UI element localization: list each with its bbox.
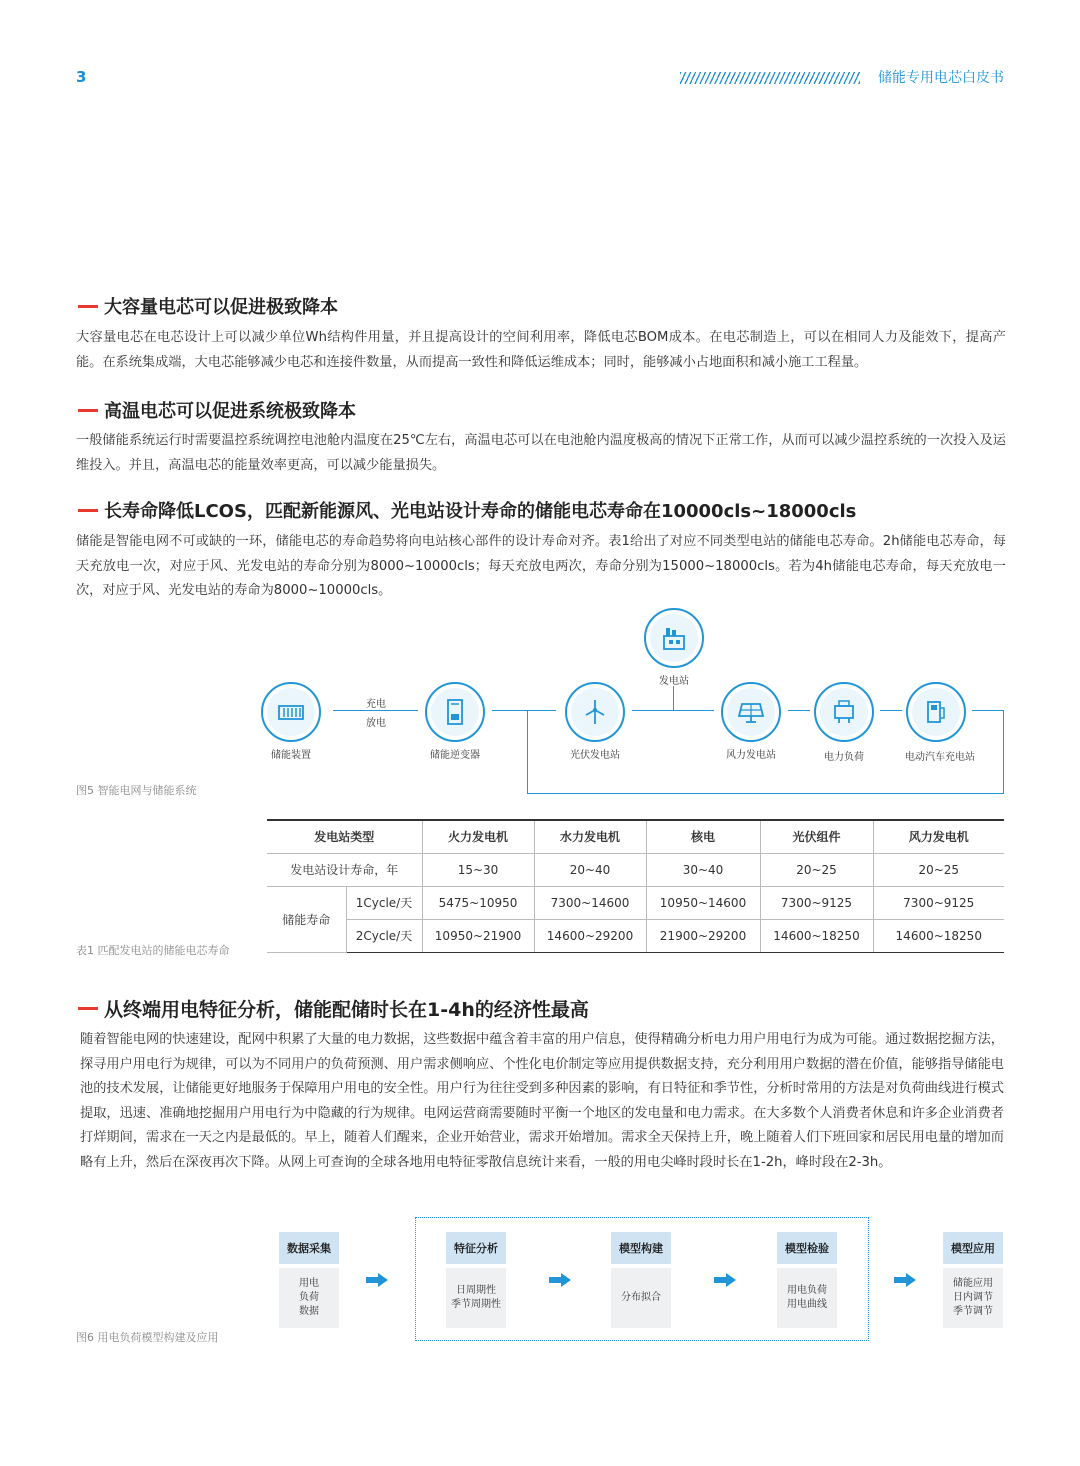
flow-step-validate <box>777 1232 837 1328</box>
step-body: 用电负荷 用电曲线 <box>777 1268 837 1328</box>
wind-node <box>721 682 781 742</box>
step-title: 模型构建 <box>611 1232 671 1264</box>
section-title-2: 高温电芯可以促进系统极致降本 <box>78 397 356 423</box>
arrow-right-icon <box>366 1273 388 1287</box>
table-header-cell: 光伏组件 <box>760 820 873 853</box>
bus-line-2 <box>632 710 714 711</box>
table-cell: 7300~9125 <box>760 886 873 919</box>
bus-line-5 <box>972 710 1004 711</box>
table-cell: 15~30 <box>422 853 534 886</box>
table-cell: 10950~14600 <box>646 886 760 919</box>
table-row-label: 1Cycle/天 <box>346 886 422 919</box>
table-header-cell: 风力发电机 <box>873 820 1004 853</box>
wind-turbine-icon <box>581 698 609 726</box>
table-row-label: 2Cycle/天 <box>346 919 422 952</box>
figure6-caption: 图6 用电负荷模型构建及应用 <box>76 1331 219 1344</box>
ev-label: 电动汽车充电站 <box>905 752 975 763</box>
table-cell: 14600~29200 <box>534 919 646 952</box>
power-load-icon <box>830 698 858 726</box>
section-text-4: 随着智能电网的快速建设，配网中积累了大量的电力数据，这些数据中蕴含着丰富的用户信息，使得精确分析电力用户用电行为成为可能。通过数据挖掘方法，探寻用户用电行为规律，可以为不同用户的负荷预测、用户需求侧响应、个性化电价制定等应用提供数据支持，充分利用用户数据的潜在价值，能够指导储能电池的技术发展，让储能更好地服务于保障用户用电的安全性。用户行为往往受到多种因素的影响，有日特征和季节性，分析时常用的方法是对负荷曲线进行模式提取，迅速、准确地挖掘用户用电行为中隐藏的行为规律。电网运营商需要随时平衡一个地区的发电量和电力需求。在大多数个人消费者休息和许多企业消费者打烊期间，需求在一天之内是最低的。早上，随着人们醒来，企业开始营业，需求开始增加。需求全天保持上升，晚上随着人们下班回家和居民用电量的增加而略有上升，然后在深夜再次下降。从网上可查询的全球各地用电特征零散信息统计来看，一般的用电尖峰时段时长在1-2h，峰时段在2-3h。 <box>80 1032 1004 1170</box>
table-cell: 20~40 <box>534 853 646 886</box>
return-line-left <box>527 710 528 794</box>
load-node <box>814 682 874 742</box>
section-text-1: 大容量电芯在电芯设计上可以减少单位Wh结构件用量，并且提高设计的空间利用率，降低电芯BOM成本。在电芯制造上，可以在相同人力及能效下，提高产能。在系统集成端，大电芯能够减少电芯和连接件数量，从而提高一致性和降低运维成本；同时，能够减小占地面积和减小施工工程量。 <box>76 330 1006 370</box>
bus-line-4 <box>880 710 902 711</box>
table-cell: 21900~29200 <box>646 919 760 952</box>
flow-step-feature <box>446 1232 506 1328</box>
ev-charger-icon <box>922 698 950 726</box>
inverter-cabinet-icon <box>441 698 469 726</box>
factory-icon <box>660 624 688 652</box>
table-row <box>267 886 1004 919</box>
arrow-right-icon <box>549 1273 571 1287</box>
section-text-3: 储能是智能电网不可或缺的一环，储能电芯的寿命趋势将向电站核心部件的设计寿命对齐。表1给出了对应不同类型电站的储能电芯寿命。2h储能电芯寿命，每天充放电一次，对应于风、光发电站的寿命分别为8000~10000cls；每天充放电两次，寿命分别为15000~18000cls。若为4h储能电芯寿命，每天充放电一次，对应于风、光发电站的寿命为8000~10000cls。 <box>76 534 1006 598</box>
section-title-1: 大容量电芯可以促进极致降本 <box>78 293 338 319</box>
plant-node <box>644 608 704 668</box>
section-title-3: 长寿命降低LCOS，匹配新能源风、光电站设计寿命的储能电芯寿命在10000cls~18000cls <box>78 497 856 523</box>
section-text-2: 一般储能系统运行时需要温控系统调控电池舱内温度在25℃左右，高温电芯可以在电池舱内温度极高的情况下正常工作，从而可以减少温控系统的一次投入及运维投入。并且，高温电芯的能量效率更高，可以减少能量损失。 <box>76 433 1006 473</box>
table-cell: 20~25 <box>873 853 1004 886</box>
cell-life-table <box>267 819 1004 953</box>
plant-link <box>673 686 674 710</box>
pv-label: 光伏发电站 <box>570 750 620 761</box>
step-body: 分布拟合 <box>611 1268 671 1328</box>
title-dash <box>78 509 98 512</box>
solar-panel-icon <box>737 698 765 726</box>
table-cell: 14600~18250 <box>760 919 873 952</box>
table-cell: 7300~14600 <box>534 886 646 919</box>
pv-node <box>565 682 625 742</box>
section-title-4: 从终端用电特征分析，储能配储时长在1-4h的经济性最高 <box>78 995 589 1022</box>
table1-caption: 表1 匹配发电站的储能电芯寿命 <box>76 944 230 957</box>
table-row-label: 发电站设计寿命，年 <box>267 853 422 886</box>
battery-container-icon <box>277 698 305 726</box>
return-line-right <box>1003 710 1004 794</box>
inverter-node <box>425 682 485 742</box>
table-header-cell: 火力发电机 <box>422 820 534 853</box>
table-row <box>267 853 1004 886</box>
charge-label: 充电 <box>366 699 386 710</box>
discharge-label: 放电 <box>366 718 386 729</box>
flow-step-model <box>611 1232 671 1328</box>
figure5-caption: 图5 智能电网与储能系统 <box>76 784 197 797</box>
arrow-right-icon <box>894 1273 916 1287</box>
table-group-label: 储能寿命 <box>267 886 346 952</box>
title-dash <box>78 1007 98 1010</box>
flow-step-apply <box>943 1232 1003 1328</box>
storage-label: 储能装置 <box>271 750 311 761</box>
step-body: 用电 负荷 数据 <box>279 1268 339 1328</box>
table-cell: 5475~10950 <box>422 886 534 919</box>
table-cell: 7300~9125 <box>873 886 1004 919</box>
charge-line <box>333 710 418 711</box>
bus-line-3 <box>788 710 810 711</box>
header-title: 储能专用电芯白皮书 <box>878 70 1004 86</box>
title-dash <box>78 305 98 308</box>
step-title: 模型应用 <box>943 1232 1003 1264</box>
inverter-label: 储能逆变器 <box>430 750 480 761</box>
flow-step-collect <box>279 1232 339 1328</box>
table-header-row <box>267 820 1004 853</box>
step-title: 数据采集 <box>279 1232 339 1264</box>
storage-node <box>261 682 321 742</box>
arrow-right-icon <box>714 1273 736 1287</box>
table-cell: 30~40 <box>646 853 760 886</box>
step-body: 储能应用 日内调节 季节调节 <box>943 1268 1003 1328</box>
header-stripes <box>680 72 860 84</box>
table-header-cell: 核电 <box>646 820 760 853</box>
page-number: 3 <box>76 68 87 86</box>
step-body: 日周期性 季节周期性 <box>446 1268 506 1328</box>
step-title: 模型检验 <box>777 1232 837 1264</box>
table-cell: 20~25 <box>760 853 873 886</box>
table-header-cell: 发电站类型 <box>267 820 422 853</box>
table-cell: 10950~21900 <box>422 919 534 952</box>
table-row <box>267 919 1004 952</box>
ev-node <box>906 682 966 742</box>
return-line-bottom <box>527 793 1004 794</box>
step-title: 特征分析 <box>446 1232 506 1264</box>
plant-label: 发电站 <box>659 676 689 687</box>
table-header-cell: 水力发电机 <box>534 820 646 853</box>
wind-label: 风力发电站 <box>726 750 776 761</box>
title-dash <box>78 409 98 412</box>
bus-line-1 <box>492 710 556 711</box>
load-label: 电力负荷 <box>824 752 864 763</box>
table-cell: 14600~18250 <box>873 919 1004 952</box>
